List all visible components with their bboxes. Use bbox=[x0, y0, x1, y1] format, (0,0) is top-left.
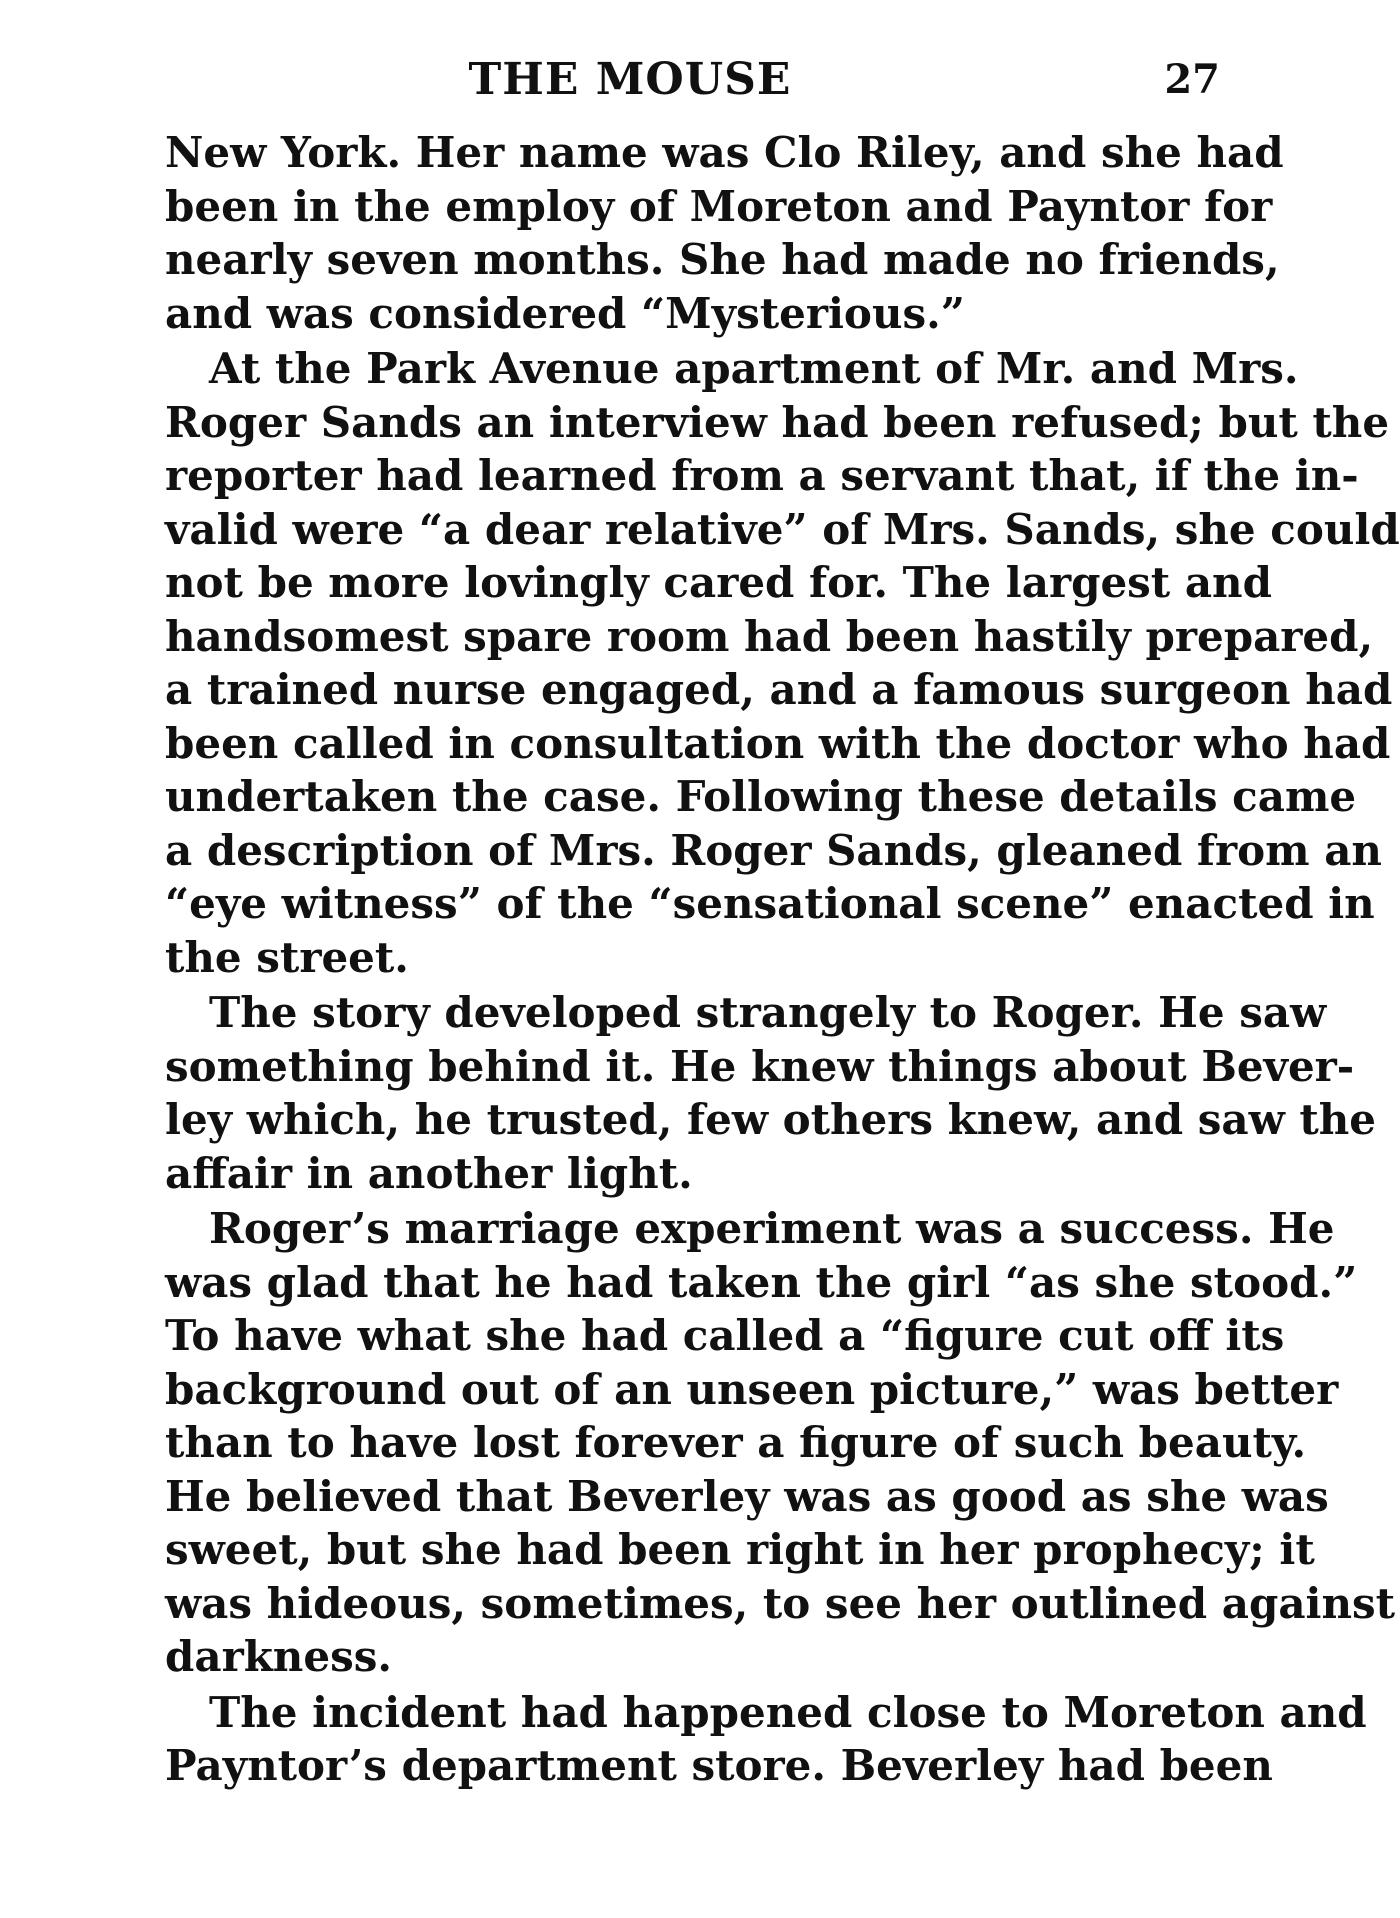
text-line: The story developed strangely to Roger. He saw bbox=[209, 988, 1327, 1037]
text-line: been in the employ of Moreton and Payntor for bbox=[165, 181, 1273, 231]
running-title: THE MOUSE bbox=[468, 54, 792, 105]
text-line: The incident had happened close to Moreton and bbox=[209, 1687, 1367, 1737]
text-line: not be more lovingly cared for. The largest and bbox=[165, 558, 1272, 607]
text-line: undertaken the case. Following these details came bbox=[165, 772, 1357, 821]
body-text bbox=[165, 126, 1400, 1795]
paragraph bbox=[165, 342, 1400, 984]
text-line: Roger Sands an interview had been refused; but the bbox=[165, 397, 1390, 447]
paragraph bbox=[165, 126, 1284, 340]
text-line: a trained nurse engaged, and a famous surgeon had bbox=[165, 665, 1393, 714]
text-line: valid were “a dear relative” of Mrs. Sands, she could bbox=[165, 504, 1400, 554]
text-line: was hideous, sometimes, to see her outlined against bbox=[165, 1578, 1396, 1628]
text-line: nearly seven months. She had made no friends, bbox=[165, 235, 1280, 284]
paragraph bbox=[165, 1202, 1396, 1684]
paragraph bbox=[165, 1686, 1367, 1793]
running-head bbox=[0, 52, 1347, 108]
text-line: Payntor’s department store. Beverley had been bbox=[165, 1741, 1273, 1790]
text-line: affair in another light. bbox=[165, 1148, 693, 1198]
text-line: darkness. bbox=[165, 1632, 392, 1681]
page-number: 27 bbox=[1164, 56, 1220, 103]
text-line: was glad that he had taken the girl “as she stood.” bbox=[165, 1257, 1358, 1307]
text-line: background out of an unseen picture,” was better bbox=[165, 1364, 1339, 1414]
text-line: He believed that Beverley was as good as she was bbox=[165, 1471, 1329, 1521]
text-line: To have what she had called a “figure cut off its bbox=[165, 1311, 1285, 1360]
text-line: been called in consultation with the doctor who had bbox=[165, 718, 1391, 768]
text-line: New York. Her name was Clo Riley, and she had bbox=[165, 128, 1284, 177]
text-line: something behind it. He knew things about Bever- bbox=[165, 1041, 1355, 1091]
text-line: the street. bbox=[165, 932, 409, 982]
text-line: Roger’s marriage experiment was a success. He bbox=[209, 1204, 1335, 1253]
text-line: and was considered “Mysterious.” bbox=[165, 288, 965, 338]
text-line: a description of Mrs. Roger Sands, gleaned from an bbox=[165, 825, 1382, 875]
text-line: than to have lost forever a figure of such beauty. bbox=[165, 1418, 1307, 1467]
text-line: At the Park Avenue apartment of Mr. and Mrs. bbox=[209, 344, 1299, 393]
paragraph bbox=[165, 986, 1377, 1200]
text-line: sweet, but she had been right in her prophecy; it bbox=[165, 1525, 1315, 1574]
text-line: handsomest spare room had been hastily prepared, bbox=[165, 611, 1374, 661]
text-line: reporter had learned from a servant that, if the in- bbox=[165, 451, 1359, 500]
text-line: “eye witness” of the “sensational scene” enacted in bbox=[165, 879, 1375, 928]
text-line: ley which, he trusted, few others knew, and saw the bbox=[165, 1095, 1377, 1144]
